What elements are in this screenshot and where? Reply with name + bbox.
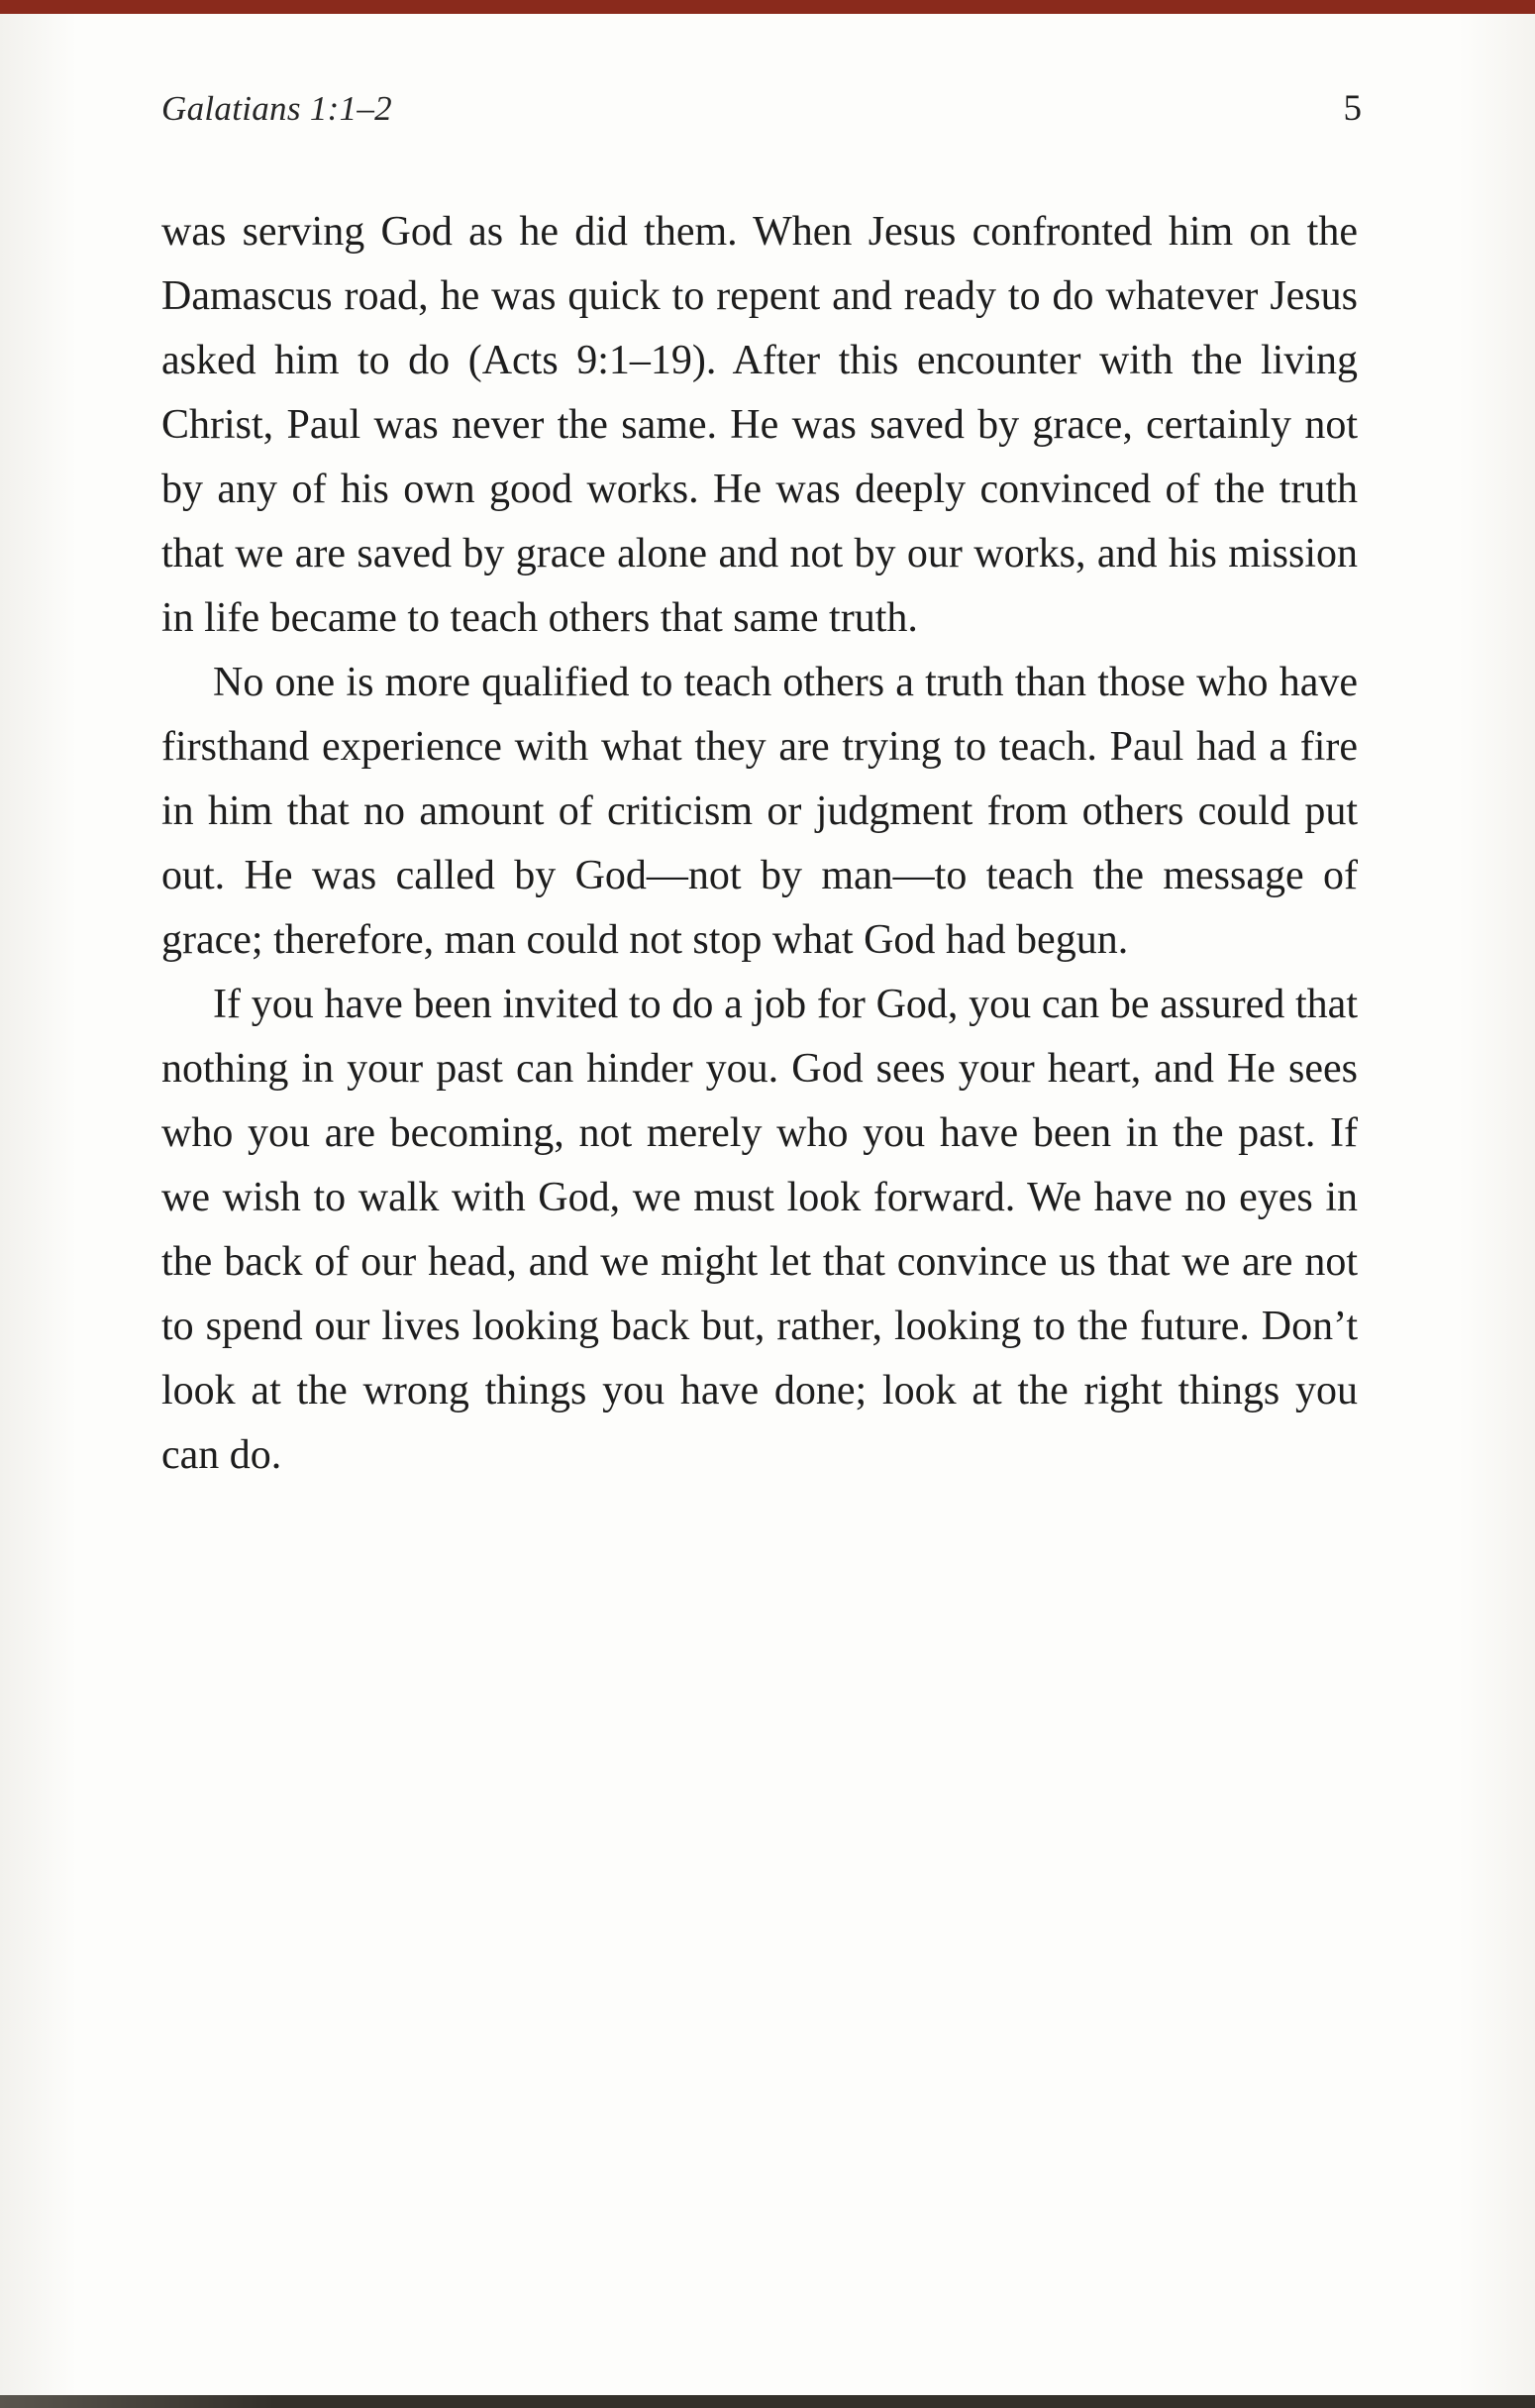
paragraph: No one is more qualified to teach others a truth than those who have firsthand experience with what they are trying to teach. Paul had a fire in him that no amount of criticism or judgment from others could put out. He was called by God—not by man—to teach the message of grace; therefore, man could not stop what God had begun. <box>161 660 1358 963</box>
paragraph: If you have been invited to do a job for God, you can be assured that nothing in your past can hinder you. God sees your heart, and He sees who you are becoming, not merely who you have been in the past. If we wish to walk with God, we must look forward. We have no eyes in the back of our head, and we might let that convince us that we are not to spend our lives looking back but, rather, looking to the future. Don’t look at the wrong things you have done; look at the right things you can do. <box>161 982 1358 1478</box>
body-text <box>161 200 1358 1488</box>
paragraph: was serving God as he did them. When Jesus confronted him on the Damascus road, he was quick to repent and ready to do whatever Jesus asked him to do (Acts 9:1–19). After this encounter with the living Christ, Paul was never the same. He was saved by grace, certainly not by any of his own good works. He was deeply convinced of the truth that we are saved by grace alone and not by our works, and his mission in life became to teach others that same truth. <box>161 209 1358 641</box>
top-edge-strip <box>0 0 1535 14</box>
running-title: Galatians 1:1–2 <box>161 89 392 128</box>
bottom-edge-strip <box>0 2395 1535 2408</box>
page-number: 5 <box>1343 88 1362 129</box>
running-header <box>161 87 1362 130</box>
